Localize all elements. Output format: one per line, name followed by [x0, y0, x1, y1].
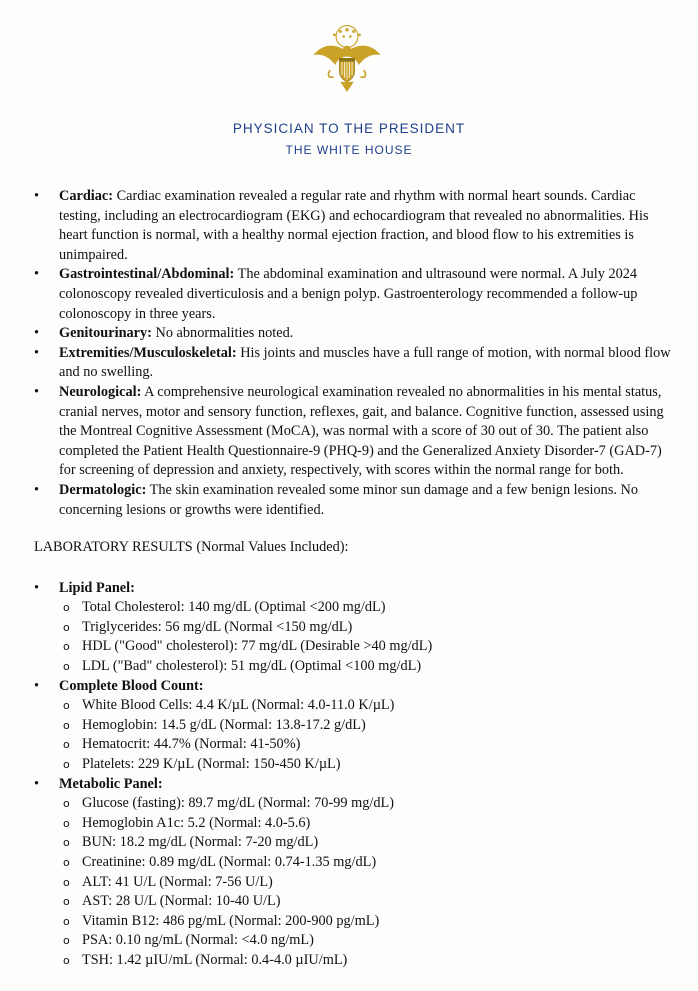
finding-item: [34, 481, 674, 520]
lab-item: [34, 892, 674, 912]
lab-item: [34, 618, 674, 638]
presidential-seal-icon: [305, 18, 389, 102]
lab-panel-items: [34, 598, 674, 676]
bullet-icon: •: [34, 266, 40, 283]
bullet-icon: •: [34, 579, 40, 596]
lab-item-text: TSH: 1.42 µIU/mL (Normal: 0.4-4.0 µIU/mL): [82, 951, 348, 968]
bullet-icon: •: [34, 325, 40, 342]
lab-item-list: [34, 696, 674, 774]
finding-item: [34, 265, 674, 324]
finding-item: [34, 383, 674, 481]
finding-text: The abdominal examination and ultrasound were normal. A July 2024 colonoscopy revealed diverticulosis and a benign polyp. Gastroenterology recommended a follow-up colonoscopy in three years.: [59, 266, 638, 322]
lab-item: [34, 853, 674, 873]
bullet-icon: •: [34, 188, 40, 204]
bullet-icon: •: [34, 775, 40, 792]
lab-item-text: Vitamin B12: 486 pg/mL (Normal: 200-900 pg/mL): [82, 912, 380, 929]
lab-panel-items: [34, 794, 674, 970]
lab-panel-title: Metabolic Panel:: [59, 775, 163, 792]
lab-panel-items: [34, 696, 674, 774]
document-body: [34, 187, 674, 971]
lab-item-text: AST: 28 U/L (Normal: 10-40 U/L): [82, 893, 281, 910]
lab-item: [34, 598, 674, 618]
bullet-icon: •: [34, 344, 40, 361]
finding-label: Neurological:: [59, 383, 142, 400]
lab-item-text: LDL ("Bad" cholesterol): 51 mg/dL (Optimal <100 mg/dL): [82, 658, 422, 675]
lab-panel: [34, 677, 674, 697]
circle-bullet-icon: o: [63, 856, 70, 869]
lab-item-text: ALT: 41 U/L (Normal: 7-56 U/L): [82, 873, 273, 890]
lab-item: [34, 814, 674, 834]
lab-item: [34, 833, 674, 853]
lab-item-text: Creatinine: 0.89 mg/dL (Normal: 0.74-1.35 mg/dL): [82, 854, 377, 870]
circle-bullet-icon: o: [63, 914, 70, 928]
lab-item: [34, 657, 674, 677]
lab-item-text: Triglycerides: 56 mg/dL (Normal <150 mg/dL): [82, 618, 353, 635]
circle-bullet-icon: o: [63, 601, 70, 615]
lab-panels-list: [34, 579, 674, 971]
lab-item: [34, 931, 674, 951]
lab-item: [34, 716, 674, 736]
circle-bullet-icon: o: [63, 895, 70, 909]
lab-item: [34, 951, 674, 971]
circle-bullet-icon: o: [63, 699, 70, 713]
finding-label: Genitourinary:: [59, 325, 152, 342]
lab-results-heading: LABORATORY RESULTS (Normal Values Included):: [34, 539, 349, 556]
circle-bullet-icon: o: [63, 660, 70, 674]
finding-text: A comprehensive neurological examination revealed no abnormalities in his mental status, cranial nerves, motor and sensory function, reflexes, gait, and balance. Cognitive function, assessed using the Montreal Cognitive Assessment (MoCA), was normal with a score of 30 out of 30. The patient also completed the Patient Health Questionnaire-9 (PHQ-9) and the Generalized Anxiety Disorder-7 (GAD-7) for screening of depression and anxiety, respectively, with scores within the normal range for both.: [59, 383, 664, 479]
lab-item-text: Glucose (fasting): 89.7 mg/dL (Normal: 70-99 mg/dL): [82, 795, 394, 812]
lab-panel-title: Complete Blood Count:: [59, 677, 204, 694]
lab-item: [34, 912, 674, 932]
lab-item-text: Hematocrit: 44.7% (Normal: 41-50%): [82, 736, 301, 753]
finding-text: Cardiac examination revealed a regular rate and rhythm with normal heart sounds. Cardiac testing, including an electrocardiogram (EKG) and echocardiogram that revealed no abnormalities. His heart function is normal, with a healthy normal ejection fraction, and blood flow to his extremities is unimpaired.: [59, 188, 649, 263]
bullet-icon: •: [34, 383, 40, 400]
lab-item-text: Platelets: 229 K/µL (Normal: 150-450 K/µL): [82, 756, 341, 773]
lab-item: [34, 873, 674, 893]
lab-item-text: Hemoglobin A1c: 5.2 (Normal: 4.0-5.6): [82, 814, 311, 831]
finding-label: Dermatologic:: [59, 481, 147, 498]
lab-panel: [34, 775, 674, 795]
circle-bullet-icon: o: [63, 836, 70, 850]
circle-bullet-icon: o: [63, 620, 70, 634]
lab-item: [34, 794, 674, 814]
lab-item-text: Total Cholesterol: 140 mg/dL (Optimal <200 mg/dL): [82, 599, 386, 616]
finding-label: Gastrointestinal/Abdominal:: [59, 266, 235, 283]
circle-bullet-icon: o: [63, 758, 70, 772]
lab-item-list: [34, 794, 674, 970]
finding-text: The skin examination revealed some minor sun damage and a few benign lesions. No concerning lesions or growths were identified.: [59, 481, 639, 518]
bullet-icon: •: [34, 481, 40, 498]
lab-item: [34, 637, 674, 657]
finding-item: [34, 187, 674, 265]
finding-text: His joints and muscles have a full range of motion, with normal blood flow and no swelling.: [59, 344, 671, 381]
finding-label: Cardiac:: [59, 188, 113, 204]
finding-text: No abnormalities noted.: [151, 325, 294, 342]
circle-bullet-icon: o: [63, 738, 70, 752]
finding-label: Extremities/Musculoskeletal:: [59, 344, 237, 361]
lab-item-text: Hemoglobin: 14.5 g/dL (Normal: 13.8-17.2 g/dL): [82, 716, 366, 733]
lab-item-text: PSA: 0.10 ng/mL (Normal: <4.0 ng/mL): [82, 932, 314, 949]
header-title: PHYSICIAN TO THE PRESIDENT: [232, 121, 466, 136]
circle-bullet-icon: o: [63, 640, 70, 654]
findings-list: [34, 187, 674, 520]
lab-item-text: HDL ("Good" cholesterol): 77 mg/dL (Desirable >40 mg/dL): [82, 638, 433, 655]
lab-item: [34, 755, 674, 775]
lab-item: [34, 696, 674, 716]
lab-panel-title: Lipid Panel:: [59, 579, 135, 596]
circle-bullet-icon: o: [63, 875, 70, 889]
finding-item: [34, 324, 674, 344]
lab-item: [34, 735, 674, 755]
finding-item: [34, 344, 674, 383]
lab-item-text: BUN: 18.2 mg/dL (Normal: 7-20 mg/dL): [82, 834, 319, 851]
circle-bullet-icon: o: [63, 797, 70, 811]
header-subtitle: THE WHITE HOUSE: [285, 143, 413, 157]
bullet-icon: •: [34, 677, 40, 694]
lab-panel: [34, 579, 674, 599]
circle-bullet-icon: o: [63, 718, 70, 732]
circle-bullet-icon: o: [63, 934, 70, 948]
circle-bullet-icon: o: [63, 816, 70, 830]
lab-item-text: White Blood Cells: 4.4 K/µL (Normal: 4.0-11.0 K/µL): [82, 697, 395, 714]
lab-item-list: [34, 598, 674, 676]
circle-bullet-icon: o: [63, 953, 70, 967]
